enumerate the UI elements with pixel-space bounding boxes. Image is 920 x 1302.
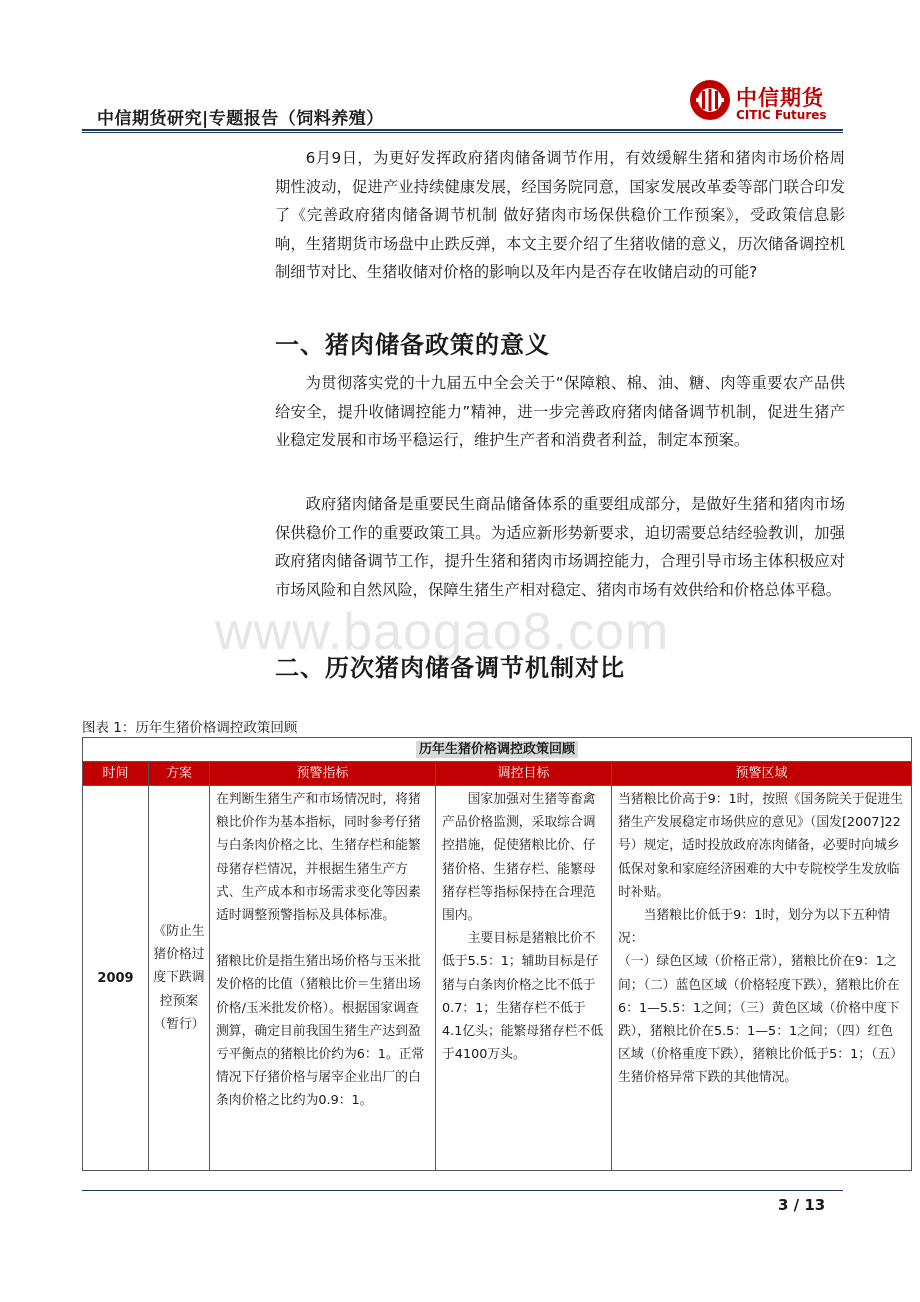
figure-caption: 图表 1：历年生猪价格调控政策回顾 [82, 720, 298, 736]
zone-paragraph-1: 当猪粮比价高于9：1时，按照《国务院关于促进生猪生产发展稳定市场供应的意见》（国发[2007]22号）规定，适时投放政府冻肉储备，必要时向城乡低保对象和家庭经济困难的大中专院校学生发放临时补贴。 [618, 792, 904, 900]
header-divider [82, 129, 843, 131]
indicator-paragraph-1: 在判断生猪生产和市场情况时，将猪粮比价作为基本指标，同时参考仔猪与白条肉价格之比、生猪存栏和能繁母猪存栏情况，并根据生猪生产方式、生产成本和市场需求变化等因素适时调整预警指标及具体标准。 [216, 792, 421, 924]
row-year: 2009 [83, 786, 149, 1171]
citic-futures-logo [688, 78, 838, 128]
row-target [436, 786, 612, 1171]
page-number: 3 / 13 [778, 1196, 826, 1214]
section-1-paragraph-1: 为贯彻落实党的十九届五中全会关于“保障粮、棉、油、糖、肉等重要农产品供给安全，提升收储调控能力”精神，进一步完善政府猪肉储备调节机制，促进生猪产业稳定发展和市场平稳运行，维护生产者和消费者利益，制定本预案。 [275, 374, 845, 450]
column-header-plan: 方案 [149, 762, 210, 786]
citic-logo-icon [688, 78, 732, 122]
watermark: www.baogao8.com [215, 603, 670, 661]
logo-english-name: CITIC Futures [736, 108, 827, 122]
column-header-target: 调控目标 [436, 762, 612, 786]
row-zone [612, 786, 912, 1171]
column-header-indicator: 预警指标 [210, 762, 436, 786]
table-row [83, 786, 912, 1171]
column-header-time: 时间 [83, 762, 149, 786]
row-indicator [210, 786, 436, 1171]
zone-paragraph-3: （一）绿色区域（价格正常），猪粮比价在9：1之间；（二）蓝色区域（价格轻度下跌），猪粮比价在6：1—5.5：1之间；（三）黄色区域（价格中度下跌），猪粮比价在5.5：1—5：1之间；（四）红色区域（价格重度下跌），猪粮比价低于5：1；（五）生猪价格异常下跌的其他情况。 [618, 954, 904, 1086]
target-paragraph-1: 国家加强对生猪等畜禽产品价格监测，采取综合调控措施，促使猪粮比价、仔猪价格、生猪存栏、能繁母猪存栏等指标保持在合理范围内。 [442, 792, 596, 924]
target-paragraph-2: 主要目标是猪粮比价不低于5.5：1；辅助目标是仔猪与白条肉价格之比不低于0.7：1；生猪存栏不低于4.1亿头；能繁母猪存栏不低于4100万头。 [442, 931, 604, 1063]
report-header-title: 中信期货研究|专题报告（饲料养殖） [97, 109, 384, 129]
policy-table [82, 737, 912, 1171]
intro-paragraph: 6月9日，为更好发挥政府猪肉储备调节作用，有效缓解生猪和猪肉市场价格周期性波动，促进产业持续健康发展，经国务院同意，国家发展改革委等部门联合印发了《完善政府猪肉储备调节机制 做好猪肉市场保供稳价工作预案》，受政策信息影响，生猪期货市场盘中止跌反弹，本文主要介绍了生猪收储的意义，历次储备调控机制细节对比、生猪收储对价格的影响以及年内是否存在收储启动的可能? [275, 149, 845, 282]
section-2-heading: 二、历次猪肉储备调节机制对比 [275, 654, 625, 682]
table-title-row [83, 738, 912, 762]
zone-paragraph-2: 当猪粮比价低于9：1时，划分为以下五种情况： [618, 908, 891, 947]
row-plan: 《防止生猪价格过度下跌调控预案（暂行） [149, 786, 210, 1171]
section-1-heading: 一、猪肉储备政策的意义 [275, 331, 550, 359]
logo-chinese-name: 中信期货 [736, 86, 824, 110]
column-header-zone: 预警区域 [612, 762, 912, 786]
header-divider-thin [82, 132, 843, 133]
footer-divider [82, 1190, 843, 1191]
table-title: 历年生猪价格调控政策回顾 [416, 741, 578, 758]
indicator-paragraph-2: 猪粮比价是指生猪出场价格与玉米批发价格的比值（猪粮比价＝生猪出场价格/玉米批发价格）。根据国家调查测算，确定目前我国生猪生产达到盈亏平衡点的猪粮比价约为6：1。正常情况下仔猪价格与屠宰企业出厂的白条肉价格之比约为0.9：1。 [216, 954, 425, 1109]
section-1-paragraph-2: 政府猪肉储备是重要民生商品储备体系的重要组成部分，是做好生猪和猪肉市场保供稳价工作的重要政策工具。为适应新形势新要求，迫切需要总结经验教训，加强政府猪肉储备调节工作，提升生猪和猪肉市场调控能力，合理引导市场主体积极应对市场风险和自然风险，保障生猪生产相对稳定、猪肉市场有效供给和价格总体平稳。 [275, 495, 845, 599]
table-header-row [83, 762, 912, 786]
table-title-cell [83, 738, 912, 762]
